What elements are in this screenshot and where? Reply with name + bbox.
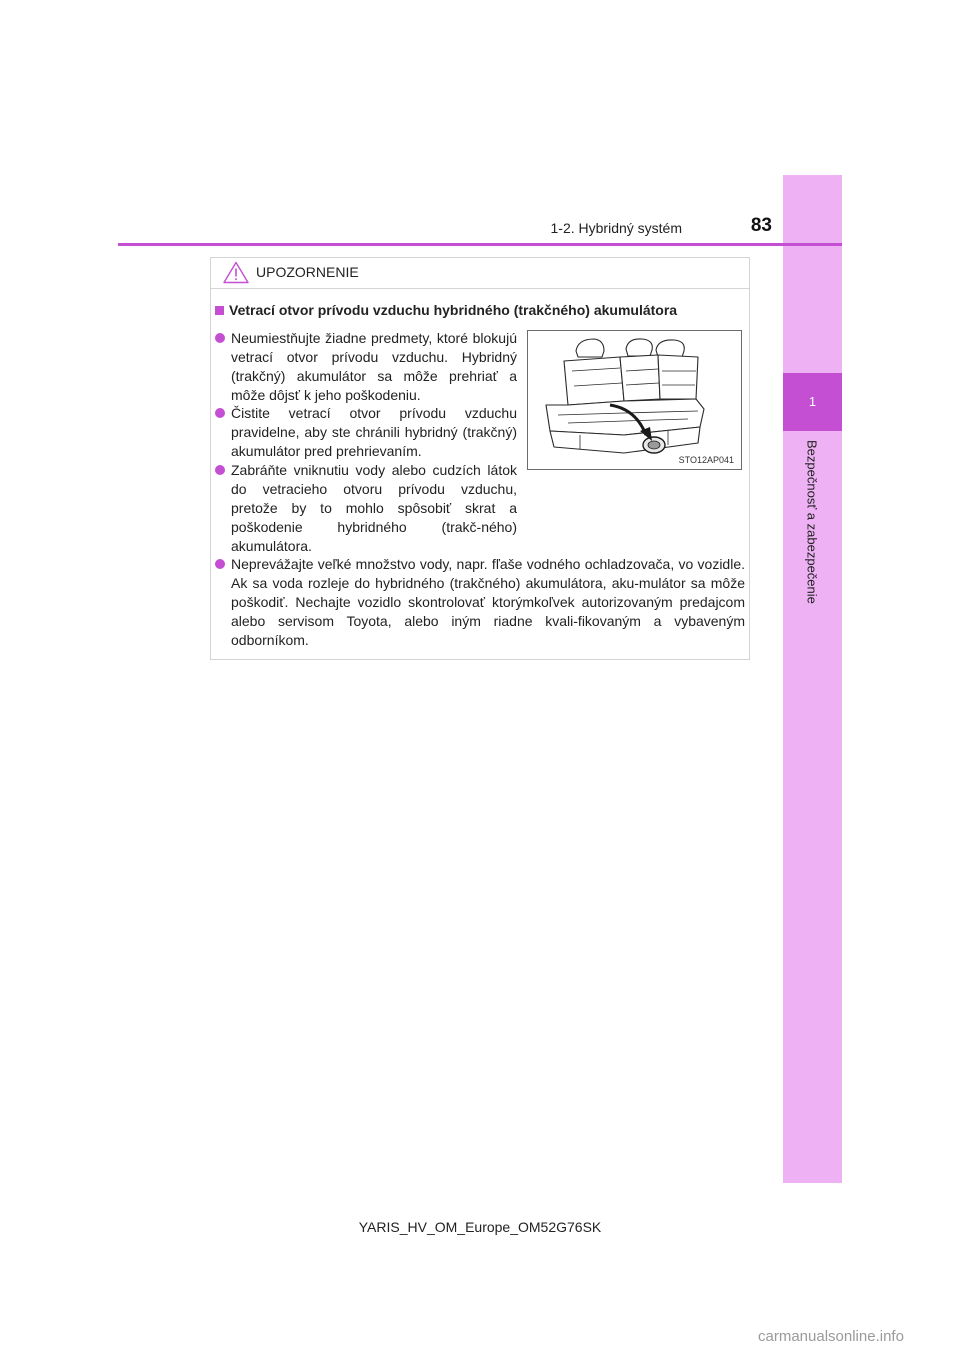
chapter-side-tab — [783, 175, 842, 1183]
warning-subheading — [215, 302, 745, 318]
figure-code: STO12AP041 — [678, 455, 734, 465]
list-item-text: Čistite vetrací otvor prívodu vzduchu pravidelne, aby ste chránili hybridný (trakčný) akumulátor pred prehrievaním. — [231, 405, 517, 459]
page-number: 83 — [750, 215, 772, 236]
header-rule — [118, 243, 842, 246]
list-item-text: Neprevážajte veľké množstvo vody, napr. fľaše vodného ochladzovača, vo vozidle. Ak sa voda rozleje do hybridného (trakčného) akumulátora, aku-mulátor sa môže poškodiť. Nechajte vozidlo skontrolovať ktorýmkoľvek autorizovaným predajcom alebo servisom Toyota, alebo iným riadne kvali-fikovaným a vybaveným odborníkom. — [231, 556, 745, 648]
warning-triangle-icon — [223, 261, 249, 284]
document-id: YARIS_HV_OM_Europe_OM52G76SK — [358, 1219, 602, 1235]
list-item — [215, 555, 745, 650]
rear-seat-drawing — [528, 331, 741, 469]
section-title: 1-2. Hybridný systém — [550, 220, 682, 236]
square-bullet-icon — [215, 306, 224, 315]
warning-title: UPOZORNENIE — [256, 264, 359, 280]
bullet-dot-icon — [215, 333, 225, 343]
list-item — [215, 461, 517, 556]
watermark-text: carmanualsonline.info — [758, 1328, 904, 1345]
warning-header — [211, 258, 749, 289]
list-item-text: Zabráňte vniknutiu vody alebo cudzích látok do vetracieho otvoru prívodu vzduchu, pretože by to mohlo spôsobiť skrat a poškodenie hybridného (trakč-ného) akumulátora. — [231, 462, 517, 554]
bullet-dot-icon — [215, 465, 225, 475]
rear-seat-vent-illustration — [527, 330, 742, 470]
list-item — [215, 404, 517, 461]
chapter-number-tab: 1 — [783, 373, 842, 431]
bullet-dot-icon — [215, 559, 225, 569]
chapter-title-text: Bezpečnosť a zabezpečenie — [804, 440, 820, 604]
bullet-dot-icon — [215, 408, 225, 418]
warning-subheading-text: Vetrací otvor prívodu vzduchu hybridného (trakčného) akumulátora — [229, 302, 678, 318]
list-item — [215, 329, 517, 405]
warning-box — [210, 257, 750, 660]
list-item-text: Neumiestňujte žiadne predmety, ktoré blokujú vetrací otvor prívodu vzduchu. Hybridný (trakčný) akumulátor sa môže prehriať a môže dôjsť k jeho poškodeniu. — [231, 330, 517, 403]
